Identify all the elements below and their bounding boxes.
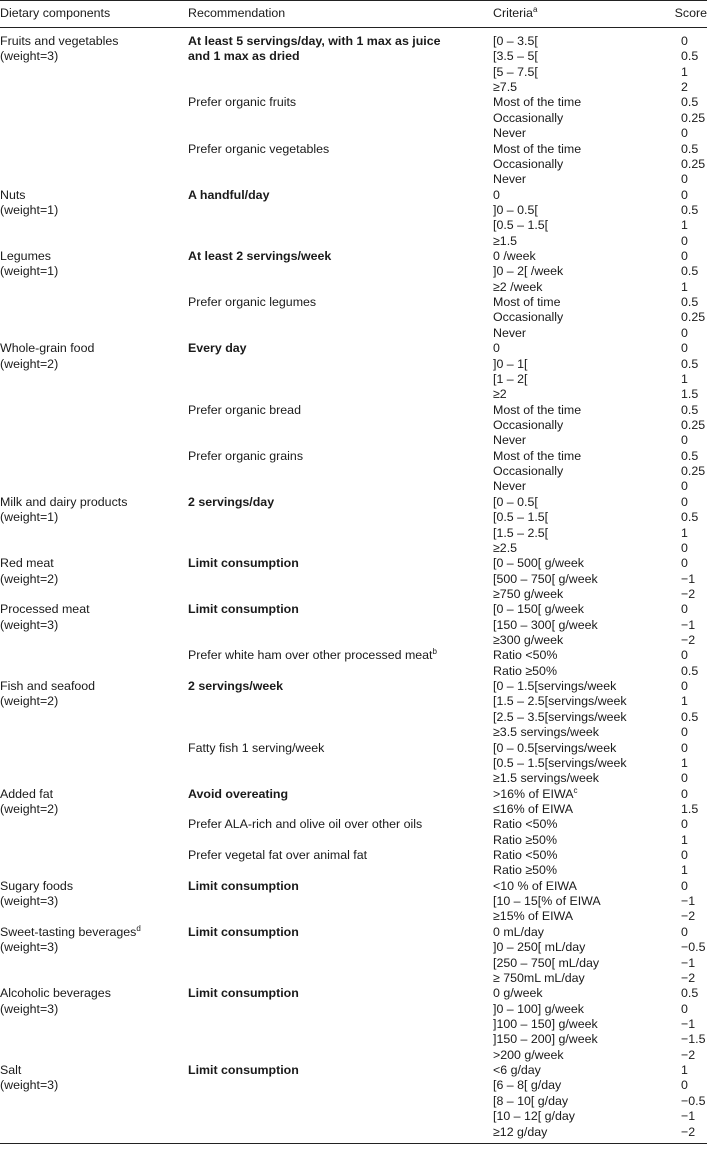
criteria-cell: Ratio <50%	[493, 848, 558, 863]
table-row	[0, 403, 707, 418]
score-cell: 0.25	[681, 417, 706, 432]
table-row	[0, 464, 707, 479]
table-row	[0, 49, 707, 64]
criteria-cell: [0 – 500[ g/week	[493, 556, 584, 571]
recommendation-cell: Limit consumption	[188, 556, 299, 571]
criteria-cell: ]150 – 200] g/week	[493, 1032, 598, 1047]
score-cell: 0	[681, 848, 688, 863]
criteria-cell: [6 – 8[ g/day	[493, 1078, 562, 1093]
table-row	[0, 418, 707, 433]
table-row	[0, 264, 707, 279]
score-cell: 0.5	[681, 95, 699, 110]
score-cell: 1	[681, 371, 688, 386]
criteria-cell: <10 % of EIWA	[493, 878, 577, 893]
score-cell: −1	[681, 955, 696, 970]
table-row	[0, 495, 707, 510]
score-cell: 1	[681, 832, 688, 847]
criteria-cell: Never	[493, 433, 527, 448]
criteria-cell: ≥300 g/week	[493, 633, 564, 648]
score-cell: 0	[681, 341, 688, 356]
table-row	[0, 449, 707, 464]
score-cell: 0.5	[681, 356, 699, 371]
score-cell: −1	[681, 1109, 696, 1124]
table-row	[0, 172, 707, 187]
criteria-cell: Never	[493, 172, 527, 187]
footnote-marker: c	[573, 785, 578, 795]
score-cell: 0	[681, 249, 688, 264]
score-cell: −2	[681, 970, 696, 985]
table-row	[0, 725, 707, 740]
table-row	[0, 479, 707, 494]
table-row	[0, 633, 707, 648]
criteria-cell: Occasionally	[493, 464, 564, 479]
score-cell: −1	[681, 617, 696, 632]
recommendation-cell: At least 5 servings/day, with 1 max as juice	[188, 34, 441, 48]
criteria-cell: <6 g/day	[493, 1063, 541, 1078]
score-cell: −1	[681, 571, 696, 586]
criteria-cell: [1.5 – 2.5[	[493, 525, 549, 540]
table-row	[0, 203, 707, 218]
table-row	[0, 387, 707, 402]
footnote-marker: b	[432, 647, 437, 657]
recommendation-cell: Limit consumption	[188, 986, 299, 1001]
table-row	[0, 541, 707, 556]
score-cell: 1	[681, 863, 688, 878]
score-cell: 1	[681, 694, 688, 709]
table-row	[0, 894, 707, 909]
criteria-cell: ≥12 g/day	[493, 1124, 548, 1139]
criteria-cell: [0.5 – 1.5[	[493, 510, 549, 525]
criteria-cell: ≥2	[493, 387, 507, 402]
criteria-cell: Never	[493, 479, 527, 494]
criteria-cell: Most of the time	[493, 448, 582, 463]
score-cell: 1.5	[681, 387, 699, 402]
criteria-cell: 0	[493, 341, 500, 356]
criteria-cell: ]0 – 1[	[493, 356, 528, 371]
criteria-cell: ≥7.5	[493, 80, 518, 95]
score-cell: 1	[681, 218, 688, 233]
table-row	[0, 1078, 707, 1093]
table-row	[0, 940, 707, 955]
criteria-cell: [250 – 750[ mL/day	[493, 955, 600, 970]
score-cell: 0	[681, 817, 688, 832]
table-row	[0, 341, 707, 356]
component-cell: Whole-grain food	[0, 341, 95, 356]
header-components: Dietary components	[0, 6, 111, 20]
score-cell: 0	[681, 233, 688, 248]
criteria-cell: [1 – 2[	[493, 371, 528, 386]
recommendation-cell: Prefer ALA-rich and olive oil over other oils	[188, 817, 423, 832]
score-cell: −1	[681, 894, 696, 909]
table-row	[0, 787, 707, 802]
score-cell: 1	[681, 64, 688, 79]
score-cell: 0.25	[681, 110, 706, 125]
criteria-cell: [3.5 – 5[	[493, 49, 538, 64]
footnote-marker: d	[136, 923, 141, 933]
table-row	[0, 572, 707, 587]
table-row	[0, 142, 707, 157]
criteria-cell: [0 – 150[ g/week	[493, 602, 584, 617]
recommendation-cell: Fatty fish 1 serving/week	[188, 740, 325, 755]
score-cell: −0.5	[681, 1093, 706, 1108]
score-cell: 1	[681, 525, 688, 540]
recommendation-cell: Prefer vegetal fat over animal fat	[188, 848, 368, 863]
score-cell: 0.5	[681, 295, 699, 310]
score-cell: −2	[681, 1124, 696, 1139]
recommendation-cell: Limit consumption	[188, 1063, 299, 1078]
table-row	[0, 664, 707, 679]
criteria-cell: Ratio <50%	[493, 817, 558, 832]
score-cell: −1.5	[681, 1032, 706, 1047]
component-cell: Salt	[0, 1063, 22, 1078]
table-row	[0, 587, 707, 602]
criteria-cell: ≥2.5	[493, 540, 518, 555]
component-cell: (weight=3)	[0, 894, 59, 909]
component-cell: (weight=1)	[0, 510, 59, 525]
recommendation-cell: Avoid overeating	[188, 786, 289, 801]
table-row	[0, 648, 707, 663]
criteria-cell: [0.5 – 1.5[servings/week	[493, 755, 627, 770]
score-cell: 0	[681, 34, 688, 48]
component-cell: (weight=3)	[0, 1078, 59, 1093]
table-row	[0, 1017, 707, 1032]
component-cell: Legumes	[0, 249, 51, 264]
recommendation-cell: Prefer white ham over other processed meat$^b$	[188, 647, 437, 663]
table-row	[0, 971, 707, 986]
table-row	[0, 602, 707, 617]
table-row	[0, 372, 707, 387]
criteria-cell: Never	[493, 126, 527, 141]
component-cell: Milk and dairy products	[0, 494, 128, 509]
criteria-cell: Ratio ≥50%	[493, 832, 557, 847]
recommendation-cell: Limit consumption	[188, 602, 299, 617]
score-cell: 1	[681, 279, 688, 294]
table-row	[0, 679, 707, 694]
table-bottom-rule	[0, 1143, 707, 1144]
table-row	[0, 986, 707, 1001]
table-row	[0, 802, 707, 817]
criteria-cell: 0 g/week	[493, 986, 543, 1001]
component-cell: (weight=3)	[0, 49, 59, 64]
criteria-cell: [500 – 750[ g/week	[493, 571, 598, 586]
criteria-cell: [0 – 3.5[	[493, 34, 538, 48]
table-row	[0, 526, 707, 541]
table-row	[0, 80, 707, 95]
score-cell: 0	[681, 1001, 688, 1016]
criteria-cell: [1.5 – 2.5[servings/week	[493, 694, 627, 709]
table-row	[0, 1094, 707, 1109]
criteria-cell: 0 /week	[493, 249, 536, 264]
score-cell: 1	[681, 755, 688, 770]
table-row	[0, 1109, 707, 1124]
criteria-cell: Occasionally	[493, 310, 564, 325]
criteria-cell: ≥2 /week	[493, 279, 543, 294]
score-cell: 1	[681, 1063, 688, 1078]
table-row	[0, 879, 707, 894]
criteria-cell: [2.5 – 3.5[servings/week	[493, 709, 627, 724]
criteria-cell: ≥ 750mL mL/day	[493, 970, 585, 985]
table-row	[0, 833, 707, 848]
criteria-cell: Most of the time	[493, 402, 582, 417]
criteria-cell: ]100 – 150] g/week	[493, 1017, 598, 1031]
recommendation-cell: At least 2 servings/week	[188, 249, 332, 264]
score-cell: 0	[681, 187, 688, 202]
criteria-cell: Most of time	[493, 295, 561, 310]
recommendation-cell: Every day	[188, 341, 247, 356]
header-criteria-footnote: a	[532, 4, 538, 14]
recommendation-cell: Limit consumption	[188, 924, 299, 939]
score-cell: 0	[681, 172, 688, 187]
recommendation-cell: Prefer organic fruits	[188, 95, 297, 110]
score-cell: 0.25	[681, 156, 706, 171]
score-cell: 0	[681, 924, 688, 939]
score-cell: 0	[681, 878, 688, 893]
table-row	[0, 326, 707, 341]
recommendation-cell: A handful/day	[188, 187, 270, 202]
table-header	[0, 0, 707, 28]
table-row	[0, 95, 707, 110]
score-cell: 2	[681, 80, 688, 95]
score-cell: 0	[681, 602, 688, 617]
component-cell: Nuts	[0, 187, 26, 202]
score-cell: 0	[681, 771, 688, 786]
score-cell: 0.5	[681, 448, 699, 463]
component-cell: (weight=2)	[0, 571, 59, 586]
recommendation-cell: 2 servings/week	[188, 679, 284, 694]
criteria-cell: ]0 – 250[ mL/day	[493, 940, 586, 955]
score-cell: 0	[681, 433, 688, 448]
table-row	[0, 817, 707, 832]
table-row	[0, 126, 707, 141]
component-cell: Sweet-tasting beverages$^d$	[0, 923, 141, 939]
score-cell: −2	[681, 909, 696, 924]
score-cell: 0	[681, 494, 688, 509]
score-cell: 0.5	[681, 264, 699, 279]
table-row	[0, 556, 707, 571]
criteria-cell: ]0 – 2[ /week	[493, 264, 564, 279]
score-cell: 0.5	[681, 141, 699, 156]
criteria-cell: [0 – 0.5[servings/week	[493, 740, 617, 755]
table-row	[0, 1063, 707, 1078]
table-row	[0, 1002, 707, 1017]
table-row	[0, 909, 707, 924]
criteria-cell: [8 – 10[ g/day	[493, 1093, 569, 1108]
table-row	[0, 1125, 707, 1140]
table-row	[0, 249, 707, 264]
table-row	[0, 771, 707, 786]
criteria-cell: [10 – 12[ g/day	[493, 1109, 575, 1124]
score-cell: 0	[681, 648, 688, 663]
table-row	[0, 310, 707, 325]
component-cell: (weight=2)	[0, 801, 59, 816]
score-cell: 0.5	[681, 663, 699, 678]
score-cell: 0.5	[681, 49, 699, 64]
criteria-cell: [0.5 – 1.5[	[493, 218, 549, 233]
criteria-cell: Ratio <50%	[493, 648, 558, 663]
score-cell: −0.5	[681, 940, 706, 955]
table-row	[0, 618, 707, 633]
component-cell: Fish and seafood	[0, 679, 96, 694]
component-cell: Fruits and vegetables	[0, 34, 119, 48]
score-cell: 0	[681, 786, 688, 801]
component-cell: (weight=2)	[0, 694, 59, 709]
component-cell: Red meat	[0, 556, 54, 571]
table-row	[0, 956, 707, 971]
score-cell: 0	[681, 540, 688, 555]
criteria-cell: ≤16% of EIWA	[493, 801, 574, 816]
recommendation-cell: Prefer organic bread	[188, 402, 301, 417]
component-cell: (weight=3)	[0, 940, 59, 955]
component-cell: (weight=1)	[0, 264, 59, 279]
table-row	[0, 433, 707, 448]
table-row	[0, 848, 707, 863]
criteria-cell: Ratio ≥50%	[493, 863, 557, 878]
score-cell: −2	[681, 1047, 696, 1062]
criteria-cell: >200 g/week	[493, 1047, 564, 1062]
score-cell: 0	[681, 479, 688, 494]
criteria-cell: [0 – 0.5[	[493, 494, 538, 509]
table-row	[0, 111, 707, 126]
component-cell: Added fat	[0, 786, 54, 801]
score-cell: −1	[681, 1017, 696, 1031]
recommendation-cell: 2 servings/day	[188, 494, 275, 509]
recommendation-cell: Prefer organic vegetables	[188, 141, 330, 156]
criteria-cell: ]0 – 100] g/week	[493, 1001, 584, 1016]
criteria-cell: Most of the time	[493, 141, 582, 156]
table-row	[0, 710, 707, 725]
score-cell: 1.5	[681, 801, 699, 816]
recommendation-cell: Prefer organic legumes	[188, 295, 317, 310]
criteria-cell: 0 mL/day	[493, 924, 544, 939]
score-cell: 0.5	[681, 510, 699, 525]
table-row	[0, 295, 707, 310]
table-row	[0, 34, 707, 49]
component-cell: (weight=2)	[0, 356, 59, 371]
table-row	[0, 157, 707, 172]
criteria-cell: Occasionally	[493, 156, 564, 171]
table-row	[0, 1048, 707, 1063]
header-recommendation: Recommendation	[188, 6, 286, 20]
criteria-cell: Most of the time	[493, 95, 582, 110]
score-cell: 0.5	[681, 202, 699, 217]
criteria-cell: [10 – 15[% of EIWA	[493, 894, 601, 909]
score-cell: 0.25	[681, 310, 706, 325]
criteria-cell: Occasionally	[493, 417, 564, 432]
criteria-cell: ≥15% of EIWA	[493, 909, 574, 924]
recommendation-cell: Prefer organic grains	[188, 448, 304, 463]
score-cell: 0	[681, 126, 688, 141]
table-row	[0, 510, 707, 525]
criteria-cell: 0	[493, 187, 500, 202]
score-cell: 0	[681, 740, 688, 755]
table-row	[0, 280, 707, 295]
table-row	[0, 741, 707, 756]
score-cell: 0.5	[681, 402, 699, 417]
criteria-cell: Ratio ≥50%	[493, 663, 557, 678]
table-body	[0, 34, 707, 1140]
score-cell: 0	[681, 725, 688, 740]
table-row	[0, 863, 707, 878]
header-criteria: Criteria$^a$	[493, 4, 538, 20]
component-cell: Alcoholic beverages	[0, 986, 111, 1001]
table-row	[0, 218, 707, 233]
score-cell: 0.25	[681, 464, 706, 479]
criteria-cell: ]0 – 0.5[	[493, 202, 538, 217]
criteria-cell: ≥1.5	[493, 233, 518, 248]
criteria-cell: ≥3.5 servings/week	[493, 725, 599, 740]
table-row	[0, 694, 707, 709]
criteria-cell: [150 – 300[ g/week	[493, 617, 598, 632]
criteria-cell: ≥1.5 servings/week	[493, 771, 599, 786]
component-cell: Processed meat	[0, 602, 90, 617]
criteria-cell: Occasionally	[493, 110, 564, 125]
table-row	[0, 1032, 707, 1047]
score-cell: 0.5	[681, 709, 699, 724]
component-cell: (weight=1)	[0, 202, 59, 217]
criteria-cell: ≥750 g/week	[493, 586, 564, 601]
table-row	[0, 65, 707, 80]
score-cell: 0	[681, 1078, 688, 1093]
table-row	[0, 234, 707, 249]
score-cell: −2	[681, 633, 696, 648]
component-cell: Sugary foods	[0, 878, 74, 893]
component-cell: (weight=3)	[0, 1001, 59, 1016]
header-score: Score	[674, 6, 707, 20]
table-row	[0, 925, 707, 940]
criteria-cell: Never	[493, 325, 527, 340]
criteria-cell: >16% of EIWA$^c$	[493, 785, 578, 801]
recommendation-cell: and 1 max as dried	[188, 49, 300, 64]
recommendation-cell: Limit consumption	[188, 878, 299, 893]
criteria-cell: [0 – 1.5[servings/week	[493, 679, 617, 694]
score-cell: 0	[681, 325, 688, 340]
criteria-cell: [5 – 7.5[	[493, 64, 538, 79]
score-cell: 0	[681, 679, 688, 694]
table-row	[0, 357, 707, 372]
table-row	[0, 188, 707, 203]
score-cell: 0	[681, 556, 688, 571]
component-cell: (weight=3)	[0, 617, 59, 632]
score-cell: −2	[681, 586, 696, 601]
score-cell: 0.5	[681, 986, 699, 1001]
table-row	[0, 756, 707, 771]
